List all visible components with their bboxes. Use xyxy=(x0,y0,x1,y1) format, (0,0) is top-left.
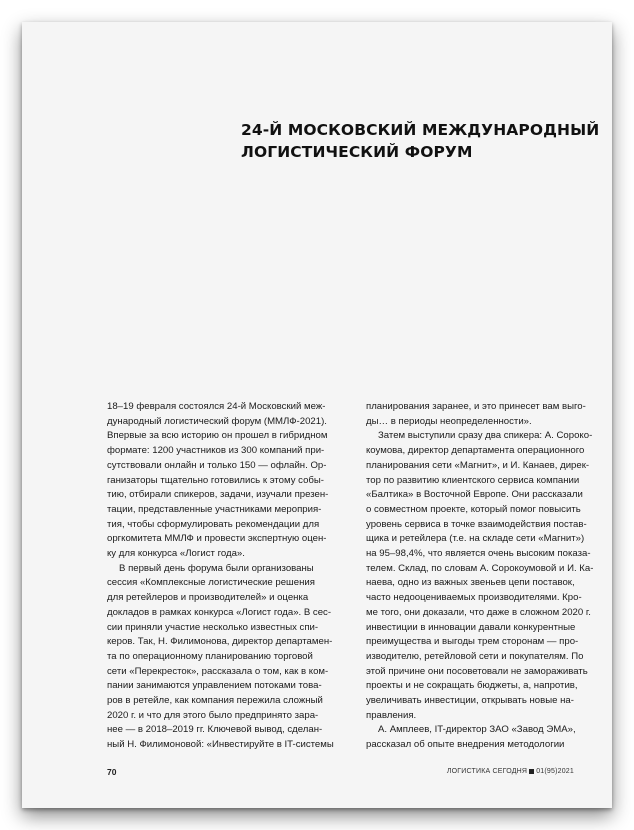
running-footer xyxy=(447,768,574,775)
text-line: ганизаторы тщательно готовились к этому собы- xyxy=(107,474,325,486)
text-line: проекты и не сокращать бюджеты, а, напротив, xyxy=(366,680,578,692)
journal-name: ЛОГИСТИКА СЕГОДНЯ xyxy=(446,768,528,775)
text-line: ды… в периоды неопределенности». xyxy=(366,415,532,427)
text-line: формате: 1200 участников из 300 компаний при- xyxy=(107,445,325,457)
text-line: планирования заранее, и это принесет вам выго- xyxy=(366,401,586,412)
text-line: ров в ретейле, как компания пережила сложный xyxy=(107,695,323,707)
text-line: уровень сервиса в точке взаимодействия постав- xyxy=(366,518,587,530)
text-line: рассказал об опыте внедрения методологии xyxy=(366,739,565,751)
text-line: тации, представленные участниками мероприя- xyxy=(107,503,322,515)
text-line: 18–19 февраля состоялся 24-й Московский меж- xyxy=(107,401,326,412)
text-line: коумова, директор департамента операционного xyxy=(366,445,585,457)
text-line: дународный логистический форум (ММЛФ-2021). xyxy=(107,415,327,427)
article-title-line: 24-Й МОСКОВСКИЙ МЕЖДУНАРОДНЫЙ xyxy=(241,121,600,139)
text-line: планирования сети «Магнит», и И. Канаев, дирек- xyxy=(366,459,590,471)
text-line: на 95–98,4%, что является очень высоким показа- xyxy=(366,548,591,560)
text-line: сии приняли участие несколько известных спи- xyxy=(107,621,319,633)
text-line: керов. Так, Н. Филимонова, директор департамен- xyxy=(107,636,333,648)
text-line: правления. xyxy=(366,709,417,721)
text-line: изводителю, ретейловой сети и покупателям. По xyxy=(366,650,584,662)
text-line: щика и ретейлера (т.е. на складе сети «Магнит») xyxy=(366,533,585,545)
text-line: сутствовали онлайн и только 150 — офлайн. Ор- xyxy=(107,459,327,471)
text-line: сети «Перекресток», рассказала о том, как в ком- xyxy=(107,665,329,677)
text-line: часто недооцениваемых производителями. Кро- xyxy=(366,592,582,604)
text-line: для ретейлеров и производителей» и оценка xyxy=(107,592,309,604)
issue-number: 01(95)2021 xyxy=(536,768,574,775)
text-line: увеличивать инвестиции, открывать новые на- xyxy=(366,695,574,707)
text-line: ный Н. Филимоновой: «Инвестируйте в IT-системы xyxy=(107,739,334,751)
body-column-right xyxy=(366,400,618,753)
text-line: «Балтика» в Восточной Европе. Они рассказали xyxy=(366,489,583,501)
page-number: 70 xyxy=(107,767,117,777)
text-line: тию, отбирали спикеров, задачи, изучали презен- xyxy=(107,489,329,501)
text-line: Впервые за всю историю он прошел в гибридном xyxy=(107,430,328,442)
text-line: инвестиции в инновации давали конкурентные xyxy=(366,621,576,633)
text-line: докладов в рамках конкурса «Логист года». В сес- xyxy=(107,606,332,618)
text-line: та по операционному планированию торговой xyxy=(107,650,313,662)
text-line: ку для конкурса «Логист года». xyxy=(107,548,245,560)
text-line: преимущества и выгоды трем сторонам — про- xyxy=(366,636,579,648)
text-line: тор по развитию клиентского сервиса компании xyxy=(366,474,580,486)
text-line: телем. Склад, по словам А. Сорокоумовой и И. Ка- xyxy=(366,562,594,574)
text-line: тия, чтобы сформулировать рекомендации для xyxy=(107,518,320,530)
text-line: ме того, они доказали, что даже в сложном 2020 г. xyxy=(366,606,591,618)
text-line: нее — в 2018–2019 гг. Ключевой вывод, сделан- xyxy=(107,724,323,736)
article-title xyxy=(241,119,601,163)
text-line: оргкомитета ММЛФ и провести экспертную оцен- xyxy=(107,533,327,545)
text-line: А. Амплеев, IT-директор ЗАО «Завод ЭМА», xyxy=(378,724,576,736)
text-line: наева, одно из важных звеньев цепи поставок, xyxy=(366,577,575,589)
text-line: В первый день форума были организованы xyxy=(119,562,314,574)
square-separator-icon xyxy=(529,769,534,774)
text-line: пании занимаются управлением потоками това- xyxy=(107,680,322,692)
text-line: о совместном проекте, который помог повысить xyxy=(366,503,581,515)
text-line: сессия «Комплексные логистические решения xyxy=(107,577,315,589)
text-line: этой причине они посоветовали не замораживать xyxy=(366,665,588,677)
text-line: Затем выступили сразу два спикера: А. Сороко- xyxy=(378,430,593,442)
text-line: 2020 г. и что для этого было предпринято зара- xyxy=(107,709,319,721)
article-title-line: ЛОГИСТИЧЕСКИЙ ФОРУМ xyxy=(241,143,473,161)
body-column-left xyxy=(107,400,359,753)
magazine-page xyxy=(22,22,612,808)
